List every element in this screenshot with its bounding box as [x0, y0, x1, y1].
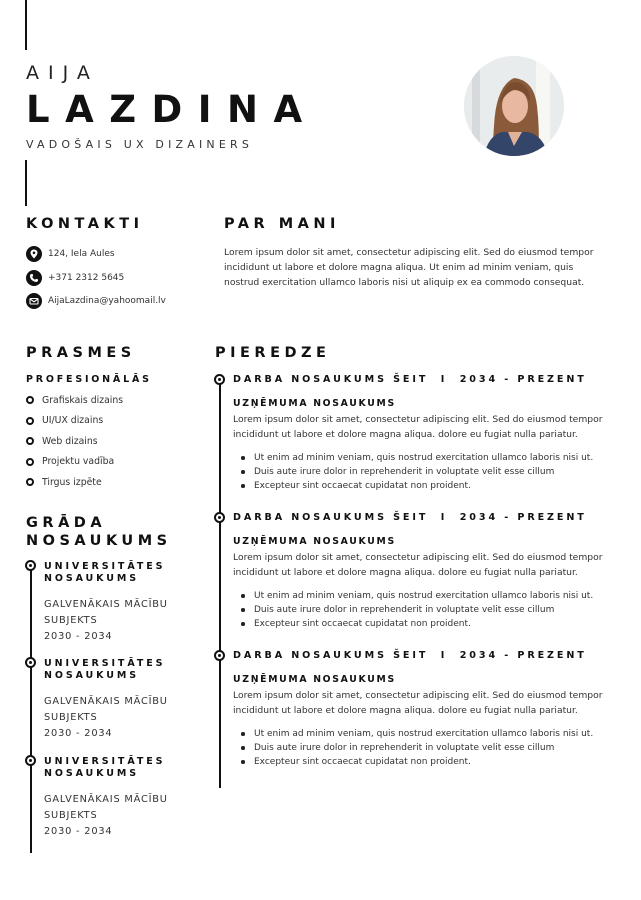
- experience-item: [233, 374, 613, 493]
- skill-item: Projektu vadība: [26, 452, 123, 473]
- location-pin-icon: [26, 246, 42, 262]
- bullet-item: Excepteur sint occaecat cupidatat non proident.: [233, 617, 613, 631]
- timeline-dot-icon: [214, 512, 225, 523]
- timeline-dot-icon: [25, 560, 36, 571]
- about-text: Lorem ipsum dolor sit amet, consectetur adipiscing elit. Sed do eiusmod tempor incididunt ut labore et dolore magna aliqua. Ut enim ad minim veniam, quis nostrud exercitation ullamco laboris nisi ut aliquip ex ea commodo consequat.: [224, 247, 594, 288]
- header-top-line: [25, 0, 27, 50]
- contact-phone-text: +371 2312 5645: [48, 273, 125, 283]
- job-description: Lorem ipsum dolor sit amet, consectetur adipiscing elit. Sed do eiusmod tempor incididunt ut labore et dolore magna aliqua. dolore eu fugiat nulla pariatur.: [233, 552, 603, 578]
- timeline-dot-icon: [214, 374, 225, 385]
- bullet-item: Excepteur sint occaecat cupidatat non proident.: [233, 755, 613, 769]
- experience-timeline-line: [219, 380, 221, 788]
- contact-address-text: 124, Iela Aules: [48, 249, 115, 259]
- job-description: Lorem ipsum dolor sit amet, consectetur adipiscing elit. Sed do eiusmod tempor incididunt ut labore et dolore magna aliqua. dolore eu fugiat nulla pariatur.: [233, 690, 603, 716]
- timeline-dot-icon: [25, 755, 36, 766]
- bullet-item: Ut enim ad minim veniam, quis nostrud exercitation ullamco laboris nisi ut.: [233, 727, 613, 741]
- envelope-icon: [26, 293, 42, 309]
- profile-photo: [464, 56, 564, 156]
- skill-item: Web dizains: [26, 431, 123, 452]
- bullet-item: Ut enim ad minim veniam, quis nostrud exercitation ullamco laboris nisi ut.: [233, 589, 613, 603]
- phone-icon: [26, 270, 42, 286]
- bullet-item: Duis aute irure dolor in reprehenderit in voluptate velit esse cillum: [233, 603, 613, 617]
- company-name: UZŅĒMUMA NOSAUKUMS: [233, 536, 396, 547]
- ring-bullet-icon: [26, 478, 34, 486]
- bullet-item: Duis aute irure dolor in reprehenderit in voluptate velit esse cillum: [233, 465, 613, 479]
- bullet-item: Duis aute irure dolor in reprehenderit in voluptate velit esse cillum: [233, 741, 613, 755]
- job-title: DARBA NOSAUKUMS ŠEIT I 2034 - PREZENT: [233, 650, 587, 661]
- skills-list: [26, 390, 123, 493]
- skill-item: Tirgus izpēte: [26, 472, 123, 493]
- ring-bullet-icon: [26, 417, 34, 425]
- job-title: VADOŠAIS UX DIZAINERS: [26, 138, 254, 151]
- company-name: UZŅĒMUMA NOSAUKUMS: [233, 674, 396, 685]
- experience-item: [233, 650, 613, 769]
- job-bullets: [233, 589, 613, 631]
- contact-email-text[interactable]: AijaLazdina@yahoomail.lv: [48, 296, 166, 306]
- skill-item: Grafiskais dizains: [26, 390, 123, 411]
- experience-heading: PIEREDZE: [215, 345, 331, 361]
- job-description: Lorem ipsum dolor sit amet, consectetur adipiscing elit. Sed do eiusmod tempor incididunt ut labore et dolore magna aliqua. dolore eu fugiat nulla pariatur.: [233, 414, 603, 440]
- education-heading-line2: NOSAUKUMS: [26, 533, 172, 549]
- job-title: DARBA NOSAUKUMS ŠEIT I 2034 - PREZENT: [233, 512, 587, 523]
- job-bullets: [233, 451, 613, 493]
- contact-address: [26, 245, 115, 263]
- ring-bullet-icon: [26, 458, 34, 466]
- experience-item: [233, 512, 613, 631]
- bullet-item: Ut enim ad minim veniam, quis nostrud exercitation ullamco laboris nisi ut.: [233, 451, 613, 465]
- job-bullets: [233, 727, 613, 769]
- education-heading: [26, 514, 172, 550]
- education-timeline-line: [30, 566, 32, 853]
- education-item: UNIVERSITĀTES NOSAUKUMS GALVENĀKAIS MĀCĪBU SUBJEKTS 2030 - 2034: [44, 756, 168, 837]
- skills-heading: PRASMES: [26, 345, 136, 361]
- bullet-item: Excepteur sint occaecat cupidatat non proident.: [233, 479, 613, 493]
- job-title: DARBA NOSAUKUMS ŠEIT I 2034 - PREZENT: [233, 374, 587, 385]
- ring-bullet-icon: [26, 437, 34, 445]
- education-item: UNIVERSITĀTES NOSAUKUMS GALVENĀKAIS MĀCĪBU SUBJEKTS 2030 - 2034: [44, 561, 168, 642]
- contact-phone: [26, 269, 124, 287]
- skill-item: UI/UX dizains: [26, 411, 123, 432]
- about-heading: PAR MANI: [224, 216, 340, 232]
- education-item: UNIVERSITĀTES NOSAUKUMS GALVENĀKAIS MĀCĪBU SUBJEKTS 2030 - 2034: [44, 658, 168, 739]
- header-bottom-line: [25, 160, 27, 206]
- contact-email: [26, 292, 166, 310]
- timeline-dot-icon: [25, 657, 36, 668]
- last-name: LAZDINA: [26, 88, 318, 131]
- company-name: UZŅĒMUMA NOSAUKUMS: [233, 398, 396, 409]
- first-name: AIJA: [26, 62, 99, 84]
- skills-subheading: PROFESIONĀLĀS: [26, 374, 152, 385]
- education-heading-line1: GRĀDA: [26, 515, 107, 531]
- contacts-heading: KONTAKTI: [26, 216, 144, 232]
- ring-bullet-icon: [26, 396, 34, 404]
- timeline-dot-icon: [214, 650, 225, 661]
